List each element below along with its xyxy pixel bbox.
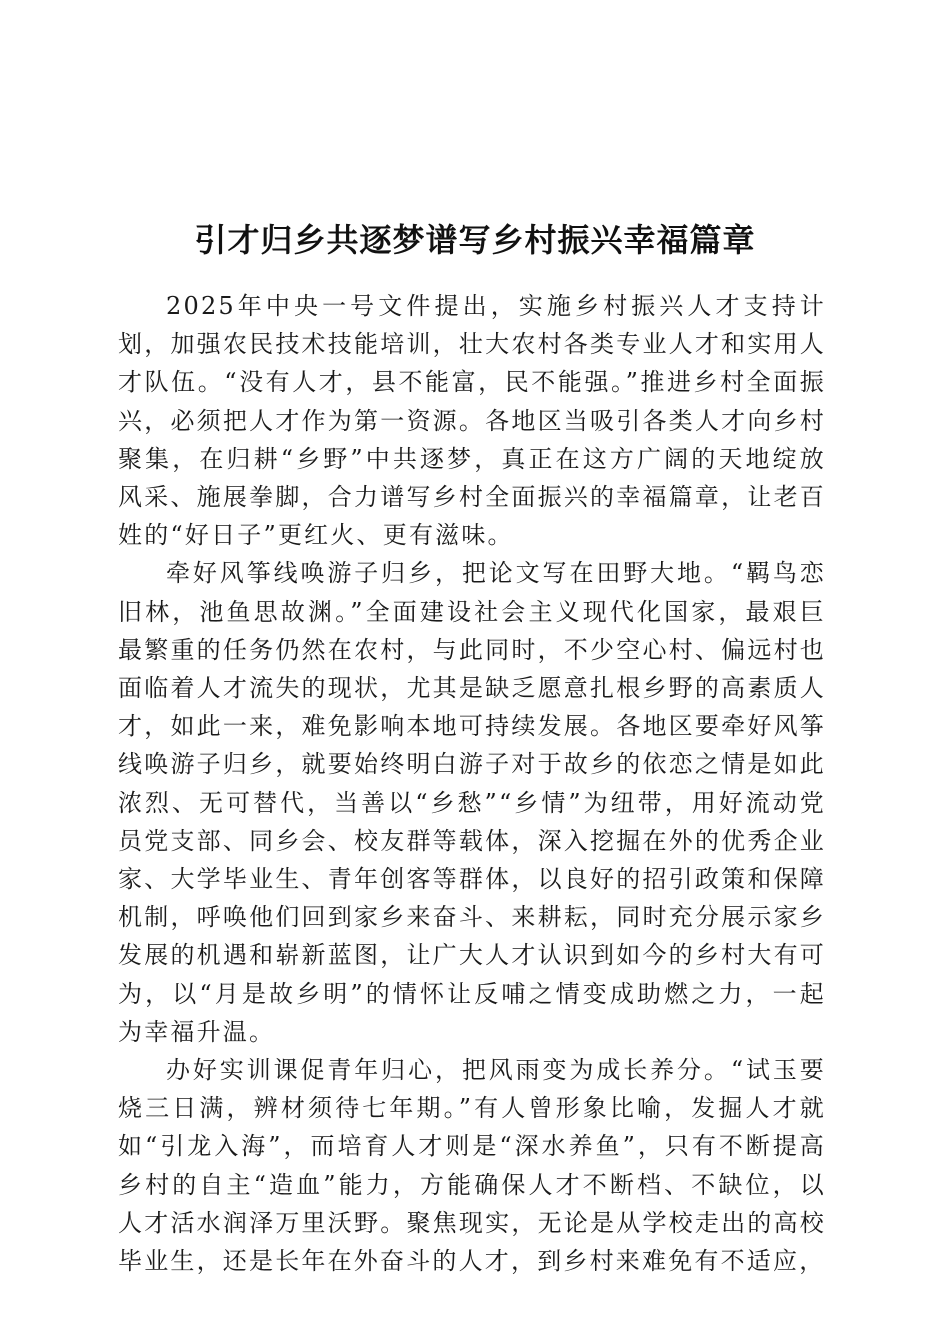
paragraph-intro: 2025年中央一号文件提出，实施乡村振兴人才支持计划，加强农民技术技能培训，壮大农村各类专业人才和实用人才队伍。“没有人才，县不能富，民不能强。”推进乡村全面振兴，必须把人才作为第一资源。各地区当吸引各类人才向乡村聚集，在归耕“乡野”中共逐梦，真正在这方广阔的天地绽放风采、施展拳脚，合力谱写乡村全面振兴的幸福篇章，让老百姓的“好日子”更红火、更有滋味。: [118, 292, 826, 550]
paragraph-training: 办好实训课促青年归心，把风雨变为成长养分。“试玉要烧三日满，辨材须待七年期。”有人曾形象比喻，发掘人才就如“引龙入海”，而培育人才则是“深水养鱼”，只有不断提高乡村的自主“造血”能力，方能确保人才不断档、不缺位，以人才活水润泽万里沃野。聚焦现实，无论是从学校走出的高校毕业生，还是长年在外奋斗的人才，到乡村来难免有不适应，: [118, 1056, 826, 1276]
document-body: [118, 287, 826, 1280]
paragraph-kite-string: 牵好风筝线唤游子归乡，把论文写在田野大地。“羁鸟恋旧林，池鱼思故渊。”全面建设社会主义现代化国家，最艰巨最繁重的任务仍然在农村，与此同时，不少空心村、偏远村也面临着人才流失的现状，尤其是缺乏愿意扎根乡野的高素质人才，如此一来，难免影响本地可持续发展。各地区要牵好风筝线唤游子归乡，就要始终明白游子对于故乡的依恋之情是如此浓烈、无可替代，当善以“乡愁”“乡情”为纽带，用好流动党员党支部、同乡会、校友群等载体，深入挖掘在外的优秀企业家、大学毕业生、青年创客等群体，以良好的招引政策和保障机制，呼唤他们回到家乡来奋斗、来耕耘，同时充分展示家乡发展的机遇和崭新蓝图，让广大人才认识到如今的乡村大有可为，以“月是故乡明”的情怀让反哺之情变成助燃之力，一起为幸福升温。: [118, 559, 826, 1046]
document-title: 引才归乡共逐梦谱写乡村振兴幸福篇章: [194, 221, 756, 260]
